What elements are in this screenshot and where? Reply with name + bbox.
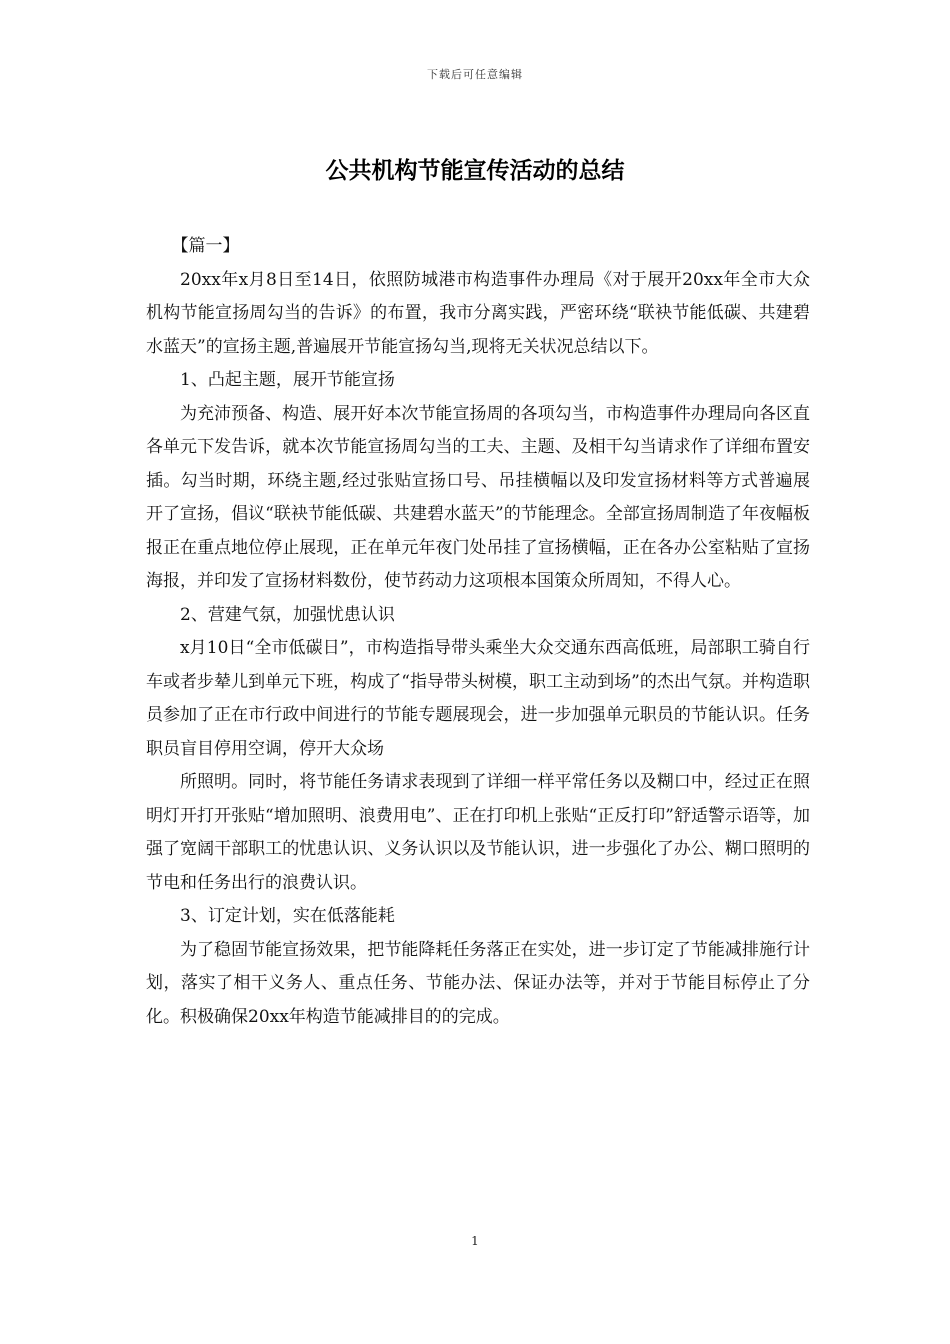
paragraph-intro: 20xx年x月8日至14日，依照防城港市构造事件办理局《对于展开20xx年全市大众机构节能宣扬周勾当的告诉》的布置，我市分离实践，严密环绕“联袂节能低碳、共建碧水蓝天”的宣扬主题,普遍展开节能宣扬勾当,现将无关状况总结以下。 bbox=[146, 269, 810, 357]
paragraph-1: 为充沛预备、构造、展开好本次节能宣扬周的各项勾当，市构造事件办理局向各区直各单元下发告诉，就本次节能宣扬周勾当的工夫、主题、及相干勾当请求作了详细布置安插。勾当时期，环绕主题,经过张贴宣扬口号、吊挂横幅以及印发宣扬材料等方式普遍展开了宣扬，倡议“联袂节能低碳、共建碧水蓝天”的节能理念。全部宣扬周制造了年夜幅板报正在重点地位停止展现，正在单元年夜门处吊挂了宣扬横幅，正在各办公室粘贴了宣扬海报，并印发了宣扬材料数份，使节药动力这项根本国策众所周知，不得人心。 bbox=[146, 403, 810, 591]
paragraph-3: 为了稳固节能宣扬效果，把节能降耗任务落正在实处，进一步订定了节能减排施行计划，落实了相干义务人、重点任务、节能办法、保证办法等，并对于节能目标停止了分化。积极确保20xx年构造节能减排目的的完成。 bbox=[146, 939, 810, 1027]
document-title: 公共机构节能宣传活动的总结 bbox=[325, 158, 625, 184]
heading-2: 2、营建气氛，加强忧患认识 bbox=[180, 604, 395, 625]
paragraph-2a: x月10日“全市低碳日”，市构造指导带头乘坐大众交通东西高低班，局部职工骑自行车或者步辇儿到单元下班，构成了“指导带头树模，职工主动到场”的杰出气氛。并构造职员参加了正在市行政中间进行的节能专题展现会，进一步加强单元职员的节能认识。任务职员盲目停用空调，停开大众场 bbox=[146, 638, 810, 759]
document-body bbox=[146, 230, 810, 1034]
heading-1: 1、凸起主题，展开节能宣扬 bbox=[180, 370, 395, 390]
paragraph-2b: 所照明。同时，将节能任务请求表现到了详细一样平常任务以及糊口中，经过正在照明灯开打开张贴“增加照明、浪费用电”、正在打印机上张贴“正反打印”舒适警示语等，加强了宽阔干部职工的忧患认识、义务认识以及节能认识，进一步强化了办公、糊口照明的节电和任务出行的浪费认识。 bbox=[146, 772, 810, 893]
heading-3: 3、订定计划，实在低落能耗 bbox=[180, 906, 395, 926]
header-note: 下载后可任意编辑 bbox=[427, 68, 523, 81]
section-label: 【篇一】 bbox=[171, 236, 240, 256]
page-number: 1 bbox=[471, 1234, 479, 1248]
